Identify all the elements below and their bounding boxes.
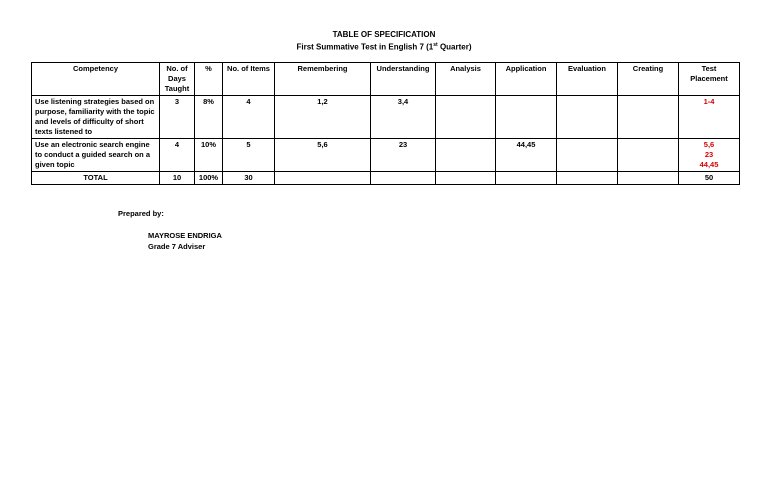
cell-competency: Use an electronic search engine to conduct a guided search on a given topic bbox=[32, 139, 160, 172]
cell-remembering: 1,2 bbox=[275, 96, 371, 139]
cell-evaluation bbox=[557, 139, 618, 172]
cell-total-days: 10 bbox=[160, 172, 195, 185]
cell-understanding: 23 bbox=[371, 139, 436, 172]
document-title: TABLE OF SPECIFICATION bbox=[332, 30, 436, 39]
cell-remembering: 5,6 bbox=[275, 139, 371, 172]
header-evaluation: Evaluation bbox=[557, 63, 618, 96]
cell-analysis bbox=[436, 139, 496, 172]
cell-days: 4 bbox=[160, 139, 195, 172]
header-test-placement: Test Placement bbox=[679, 63, 740, 96]
cell-empty bbox=[371, 172, 436, 185]
cell-analysis bbox=[436, 96, 496, 139]
cell-total-items: 30 bbox=[223, 172, 275, 185]
cell-test-placement bbox=[679, 139, 740, 172]
cell-understanding: 3,4 bbox=[371, 96, 436, 139]
placement-line: 23 bbox=[704, 150, 714, 159]
cell-empty bbox=[436, 172, 496, 185]
cell-competency: Use listening strategies based on purpose, familiarity with the topic and levels of difficulty of short texts listened to bbox=[32, 96, 160, 139]
header-days-taught: No. of Days Taught bbox=[160, 63, 195, 96]
subtitle-superscript: st bbox=[433, 42, 438, 48]
header-application: Application bbox=[496, 63, 557, 96]
placement-line: 5,6 bbox=[703, 140, 715, 149]
header-percent: % bbox=[195, 63, 223, 96]
table-total-row bbox=[32, 172, 740, 185]
subtitle-suffix: Quarter) bbox=[437, 42, 472, 52]
prepared-by-label: Prepared by: bbox=[118, 209, 164, 218]
preparer-name: MAYROSE ENDRIGA bbox=[148, 231, 222, 240]
cell-total-placement: 50 bbox=[679, 172, 740, 185]
cell-evaluation bbox=[557, 96, 618, 139]
document-subtitle bbox=[0, 42, 768, 52]
table-header-row bbox=[32, 63, 740, 96]
cell-creating bbox=[618, 96, 679, 139]
header-understanding: Understanding bbox=[371, 63, 436, 96]
cell-creating bbox=[618, 139, 679, 172]
cell-percent: 10% bbox=[195, 139, 223, 172]
header-creating: Creating bbox=[618, 63, 679, 96]
header-competency: Competency bbox=[32, 63, 160, 96]
cell-total-label: TOTAL bbox=[32, 172, 160, 185]
specification-table bbox=[31, 62, 740, 185]
placement-line: 44,45 bbox=[699, 160, 719, 169]
header-items: No. of Items bbox=[223, 63, 275, 96]
header-analysis: Analysis bbox=[436, 63, 496, 96]
cell-empty bbox=[275, 172, 371, 185]
cell-empty bbox=[618, 172, 679, 185]
table-row bbox=[32, 139, 740, 172]
cell-application: 44,45 bbox=[496, 139, 557, 172]
cell-percent: 8% bbox=[195, 96, 223, 139]
table-row bbox=[32, 96, 740, 139]
cell-empty bbox=[496, 172, 557, 185]
subtitle-prefix: First Summative Test in English 7 (1 bbox=[296, 42, 434, 52]
cell-items: 4 bbox=[223, 96, 275, 139]
cell-empty bbox=[557, 172, 618, 185]
cell-test-placement: 1-4 bbox=[679, 96, 740, 139]
cell-application bbox=[496, 96, 557, 139]
cell-total-percent: 100% bbox=[195, 172, 223, 185]
cell-items: 5 bbox=[223, 139, 275, 172]
header-remembering: Remembering bbox=[275, 63, 371, 96]
preparer-role: Grade 7 Adviser bbox=[148, 242, 206, 251]
cell-days: 3 bbox=[160, 96, 195, 139]
